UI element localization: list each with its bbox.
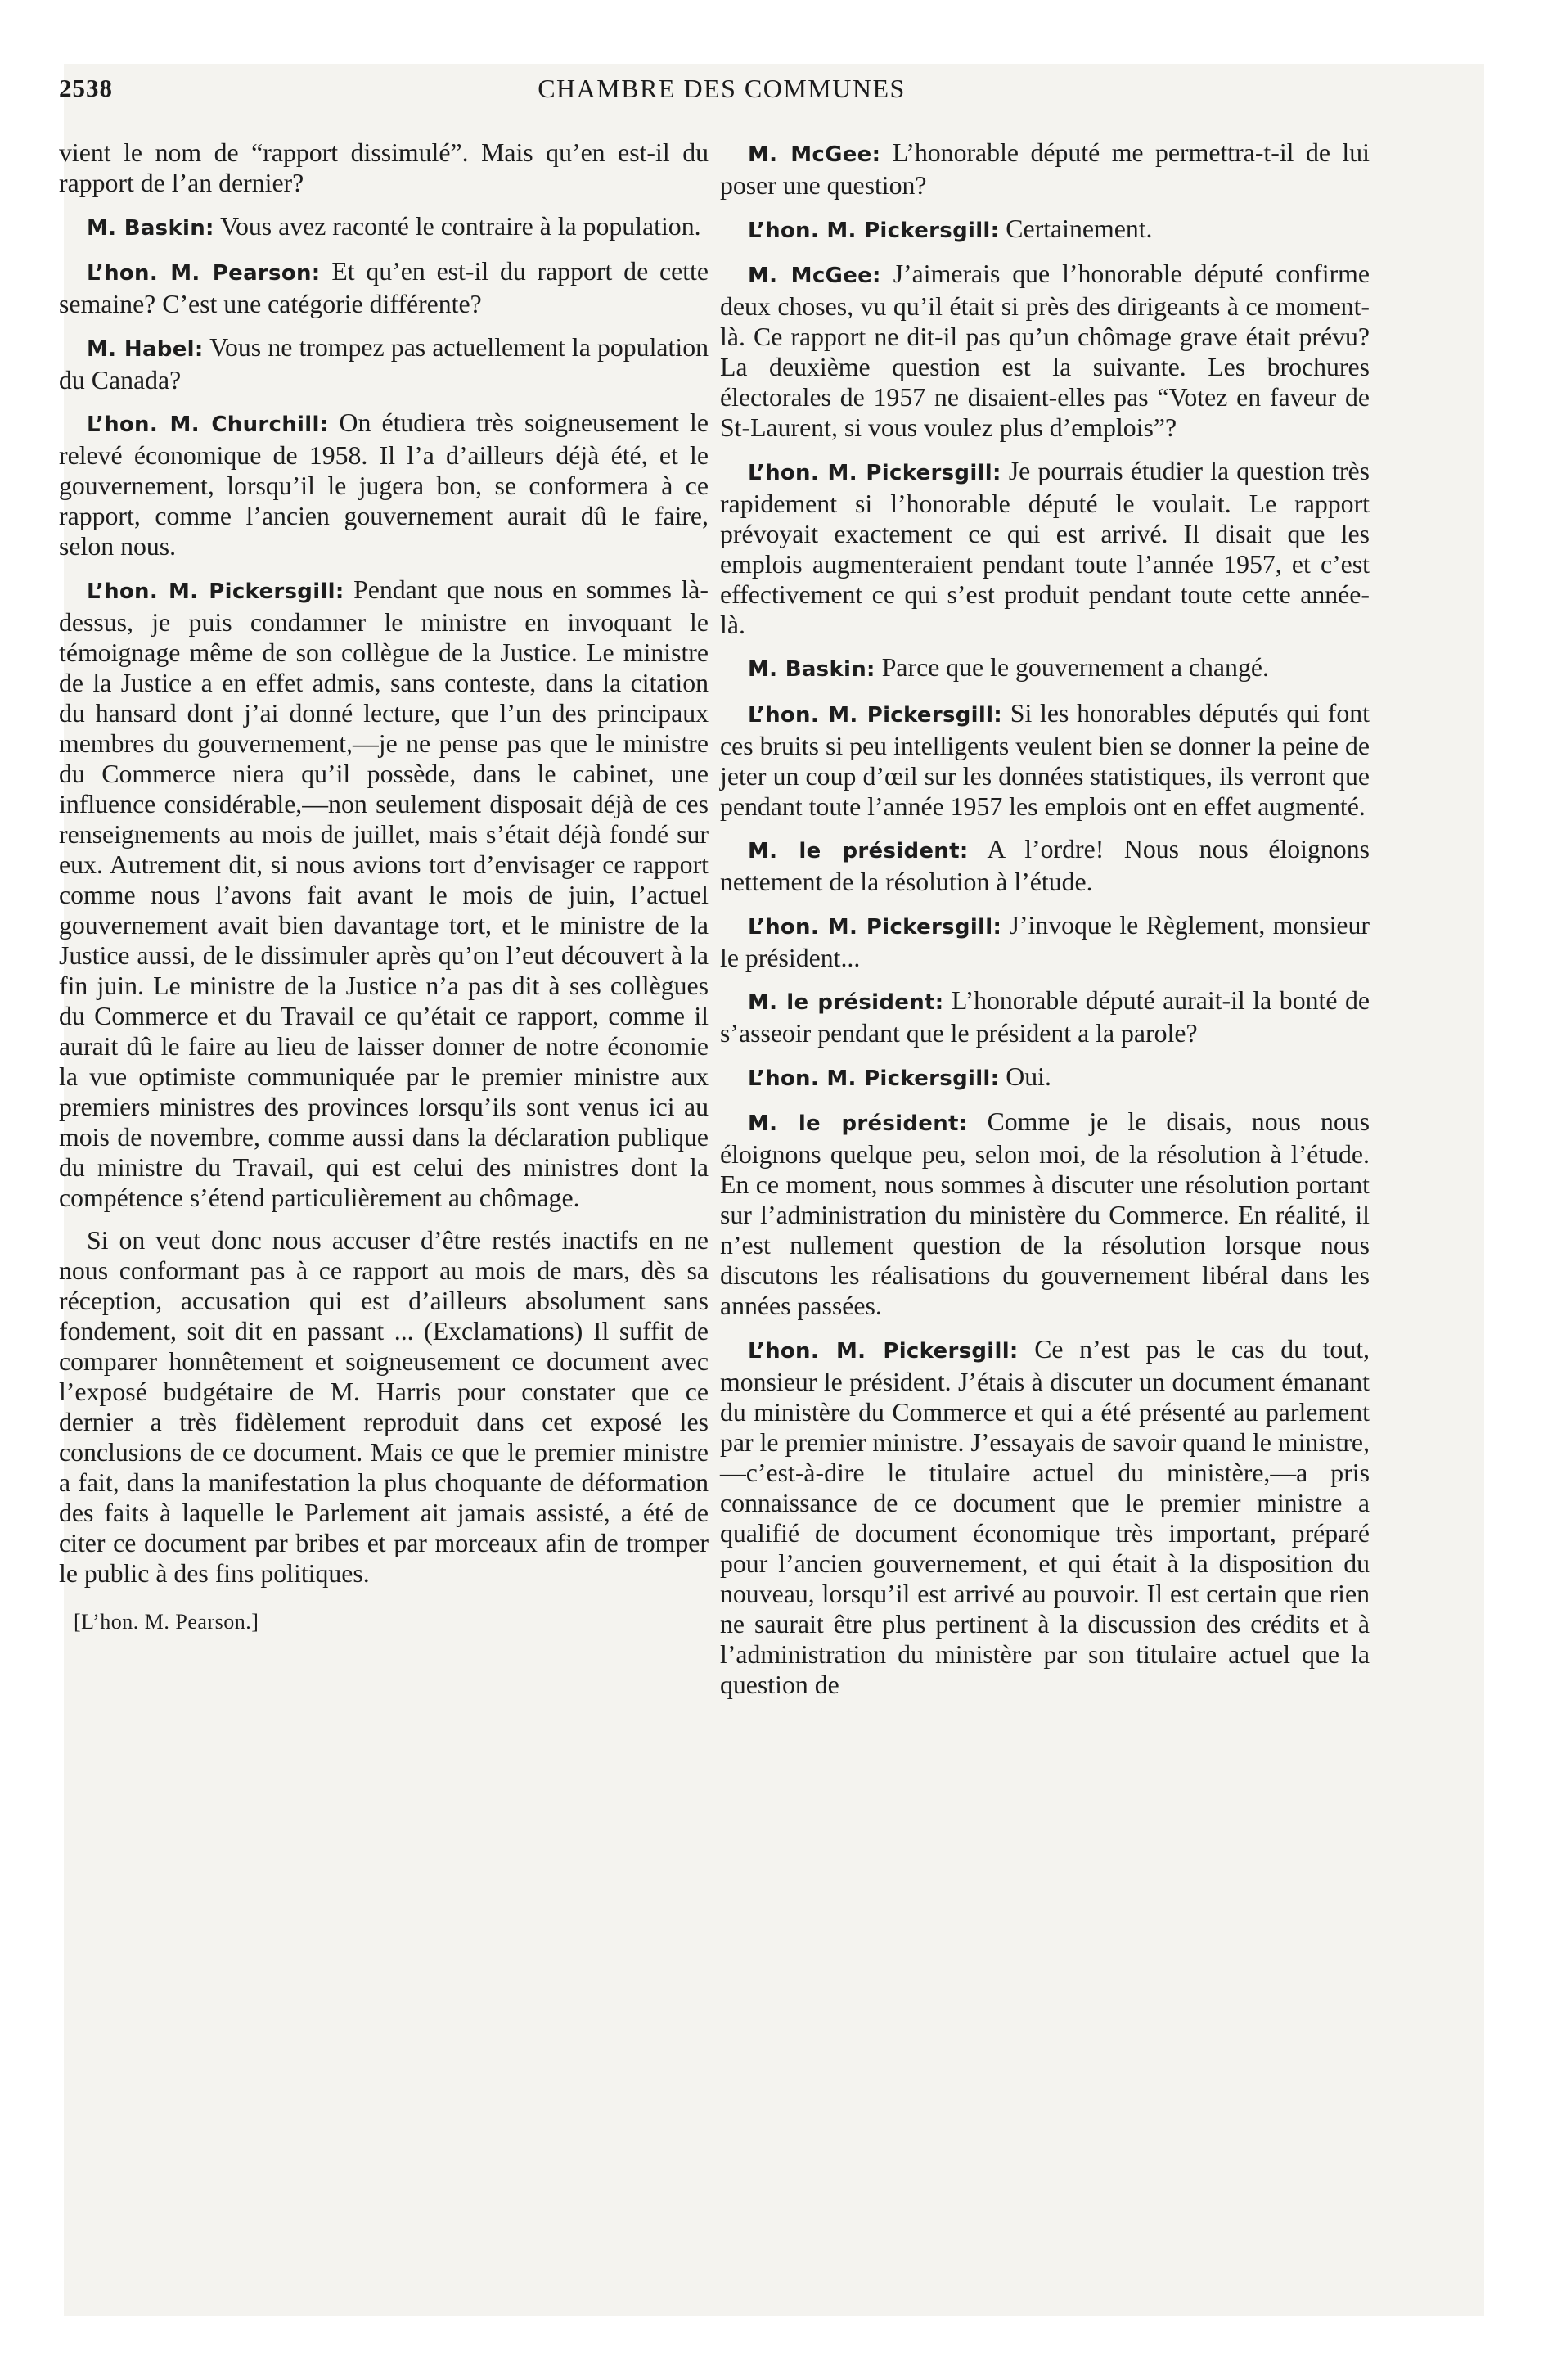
speaker-name: L’hon. M. Churchill: — [87, 412, 329, 437]
paragraph — [59, 332, 709, 395]
speech-text: Si les honorables députés qui font ces bruits si peu intelligents veulent bien se donner la peine de jeter un coup d’œil sur les données statistiques, ils verront que pendant toute l’année 1957 les emplois ont en effet augmenté. — [720, 698, 1370, 821]
speaker-name: M. le président: — [748, 1111, 968, 1136]
speaker-name: L’hon. M. Pickersgill: — [748, 914, 1002, 940]
speaker-name: L’hon. M. Pickersgill: — [748, 702, 1002, 728]
speaker-name: M. le président: — [748, 990, 944, 1015]
paragraph — [59, 1225, 709, 1589]
speaker-name: M. McGee: — [748, 142, 881, 167]
speaker-name: M. McGee: — [748, 264, 881, 288]
paragraph — [720, 456, 1370, 640]
paragraph — [720, 1107, 1370, 1321]
speech-text: Parce que le gouvernement a changé. — [881, 653, 1269, 682]
speech-text: Oui. — [1006, 1062, 1051, 1091]
running-title: CHAMBRE DES COMMUNES — [538, 74, 906, 103]
speech-text: vient le nom de “rapport dissimulé”. Mais qu’en est-il du rapport de l’an dernier? — [59, 138, 709, 197]
speaker-name: M. Habel: — [87, 336, 204, 362]
left-column — [59, 137, 709, 1637]
speech-text: Vous ne trompez pas actuellement la population du Canada? — [59, 332, 709, 394]
page-number: 2538 — [59, 74, 113, 102]
paragraph — [59, 408, 709, 561]
speaker-name: L’hon. M. Pickersgill: — [748, 1338, 1019, 1364]
paragraph — [720, 1334, 1370, 1700]
speech-text: Vous avez raconté le contraire à la population. — [220, 211, 701, 241]
paragraph — [720, 652, 1370, 685]
paragraph — [59, 211, 709, 244]
paragraph — [720, 985, 1370, 1048]
speech-text: Ce n’est pas le cas du tout, monsieur le président. J’étais à discuter un document émanant du ministère du Commerce et qui a été présenté au parlement par le premier ministre. J’essayais de savoir quand le ministre,—c’est-à-dire le titulaire actuel du ministère,—a pris connaissance de ce document que le premier ministre a qualifié de document économique très important, préparé pour l’ancien gouvernement, et qui était à la disposition du nouveau, lorsqu’il est arrivé au pouvoir. Il est certain que rien ne saurait être plus pertinent à la discussion des crédits et à l’administration du ministère par son titulaire actuel que la question de — [720, 1334, 1370, 1699]
speaker-name: L’hon. M. Pickersgill: — [87, 579, 344, 604]
speaker-name: L’hon. M. Pickersgill: — [748, 460, 1001, 485]
paragraph — [720, 834, 1370, 897]
speech-text: Certainement. — [1006, 214, 1153, 243]
right-column — [720, 137, 1370, 1712]
speaker-attribution: [L’hon. M. Pearson.] — [74, 1610, 259, 1634]
speech-text: L’honorable député aurait-il la bonté de s’asseoir pendant que le président a la parole? — [720, 986, 1370, 1048]
paragraph — [720, 698, 1370, 822]
speech-text: Pendant que nous en sommes là-dessus, je puis condamner le ministre en invoquant le témoignage même de son collègue de la Justice. Le ministre de la Justice a en effet admis, sans conteste, dans la citation du hansard dont j’ai donné lecture, que l’un des principaux membres du gouvernement,—je ne pense pas que le ministre du Commerce niera qu’il possède, dans le cabinet, une influence considérable,—non seulement disposait déjà de ces renseignements au mois de juillet, mais s’était déjà fondé sur eux. Autrement dit, si nous avions tort d’envisager ce rapport comme nous l’avons fait avant le mois de juin, l’actuel gouvernement avait bien davantage tort, et le ministre de la Justice aussi, de le dissimuler après qu’on l’eut découvert à la fin juin. Le ministre de la Justice n’a pas dit à ses collègues du Commerce et du Travail ce qu’était ce rapport, comme il aurait dû le faire au lieu de laisser donner de notre économie la vue optimiste communiquée par le premier ministre aux premiers ministres des provinces lorsqu’ils sont venus ici au mois de novembre, comme aussi dans la déclaration publique du ministre du Travail, qui est celui des ministres dont la compétence s’étend particulièrement au chômage. — [59, 575, 709, 1212]
page-header — [59, 74, 1384, 115]
speaker-name: L’hon. M. Pickersgill: — [748, 218, 1000, 243]
paragraph — [720, 214, 1370, 246]
speech-text: Je pourrais étudier la question très rapidement si l’honorable député le voulait. Le rapport prévoyait exactement ce qui est arrivé. Il disait que les emplois augmenteraient pendant toute l’année 1957, et c’est effectivement ce qui s’est produit pendant toute cette année-là. — [720, 456, 1370, 639]
paragraph — [720, 910, 1370, 973]
paragraph — [59, 137, 709, 198]
speech-text: Si on veut donc nous accuser d’être restés inactifs en ne nous conformant pas à ce rapport au mois de mars, dès sa réception, accusation qui est d’ailleurs absolument sans fondement, soit dit en passant ... (Exclamations) Il suffit de comparer honnêtement et soigneusement ce document avec l’exposé budgétaire de M. Harris pour constater que ce dernier a très fidèlement reproduit dans cet exposé les conclusions de ce document. Mais ce que le premier ministre a fait, dans la manifestation la plus choquante de déformation des faits à laquelle le Parlement ait jamais assisté, a été de citer ce document par bribes et par morceaux afin de tromper le public à des fins politiques. — [59, 1226, 709, 1588]
speaker-name: M. Baskin: — [748, 657, 875, 682]
paragraph — [720, 1062, 1370, 1094]
speaker-name: M. Baskin: — [87, 215, 214, 241]
paragraph — [59, 256, 709, 319]
speaker-name: L’hon. M. Pickersgill: — [748, 1066, 1000, 1091]
speech-text: A l’ordre! Nous nous éloignons nettement de la résolution à l’étude. — [720, 835, 1370, 896]
speech-text: Comme je le disais, nous nous éloignons quelque peu, selon moi, de la résolution à l’étude. En ce moment, nous sommes à discuter une résolution portant sur l’administration du ministère du Commerce. En réalité, il n’est nullement question de la résolution lorsque nous discutons les réalisations du gouvernement libéral dans les années passées. — [720, 1107, 1370, 1320]
speech-text: L’honorable député me permettra-t-il de lui poser une question? — [720, 138, 1370, 200]
speaker-name: M. le président: — [748, 839, 969, 863]
paragraph — [720, 137, 1370, 201]
speaker-name: L’hon. M. Pearson: — [87, 261, 321, 286]
paragraph — [720, 259, 1370, 443]
speech-text: Et qu’en est-il du rapport de cette semaine? C’est une catégorie différente? — [59, 257, 709, 318]
paragraph — [59, 575, 709, 1213]
speech-text: J’invoque le Règlement, monsieur le président... — [720, 910, 1370, 972]
speech-text: On étudiera très soigneusement le relevé économique de 1958. Il l’a d’ailleurs déjà été, et le gouvernement, lorsqu’il le jugera bon, se conformera à ce rapport, comme l’ancien gouvernement aurait dû le faire, selon nous. — [59, 408, 709, 561]
speech-text: J’aimerais que l’honorable député confirme deux choses, vu qu’il était si près des dirigeants à ce moment-là. Ce rapport ne dit-il pas qu’un chômage grave était prévu? La deuxième question est la suivante. Les brochures électorales de 1957 ne disaient-elles pas “Votez en faveur de St-Laurent, si vous voulez plus d’emplois”? — [720, 259, 1370, 442]
